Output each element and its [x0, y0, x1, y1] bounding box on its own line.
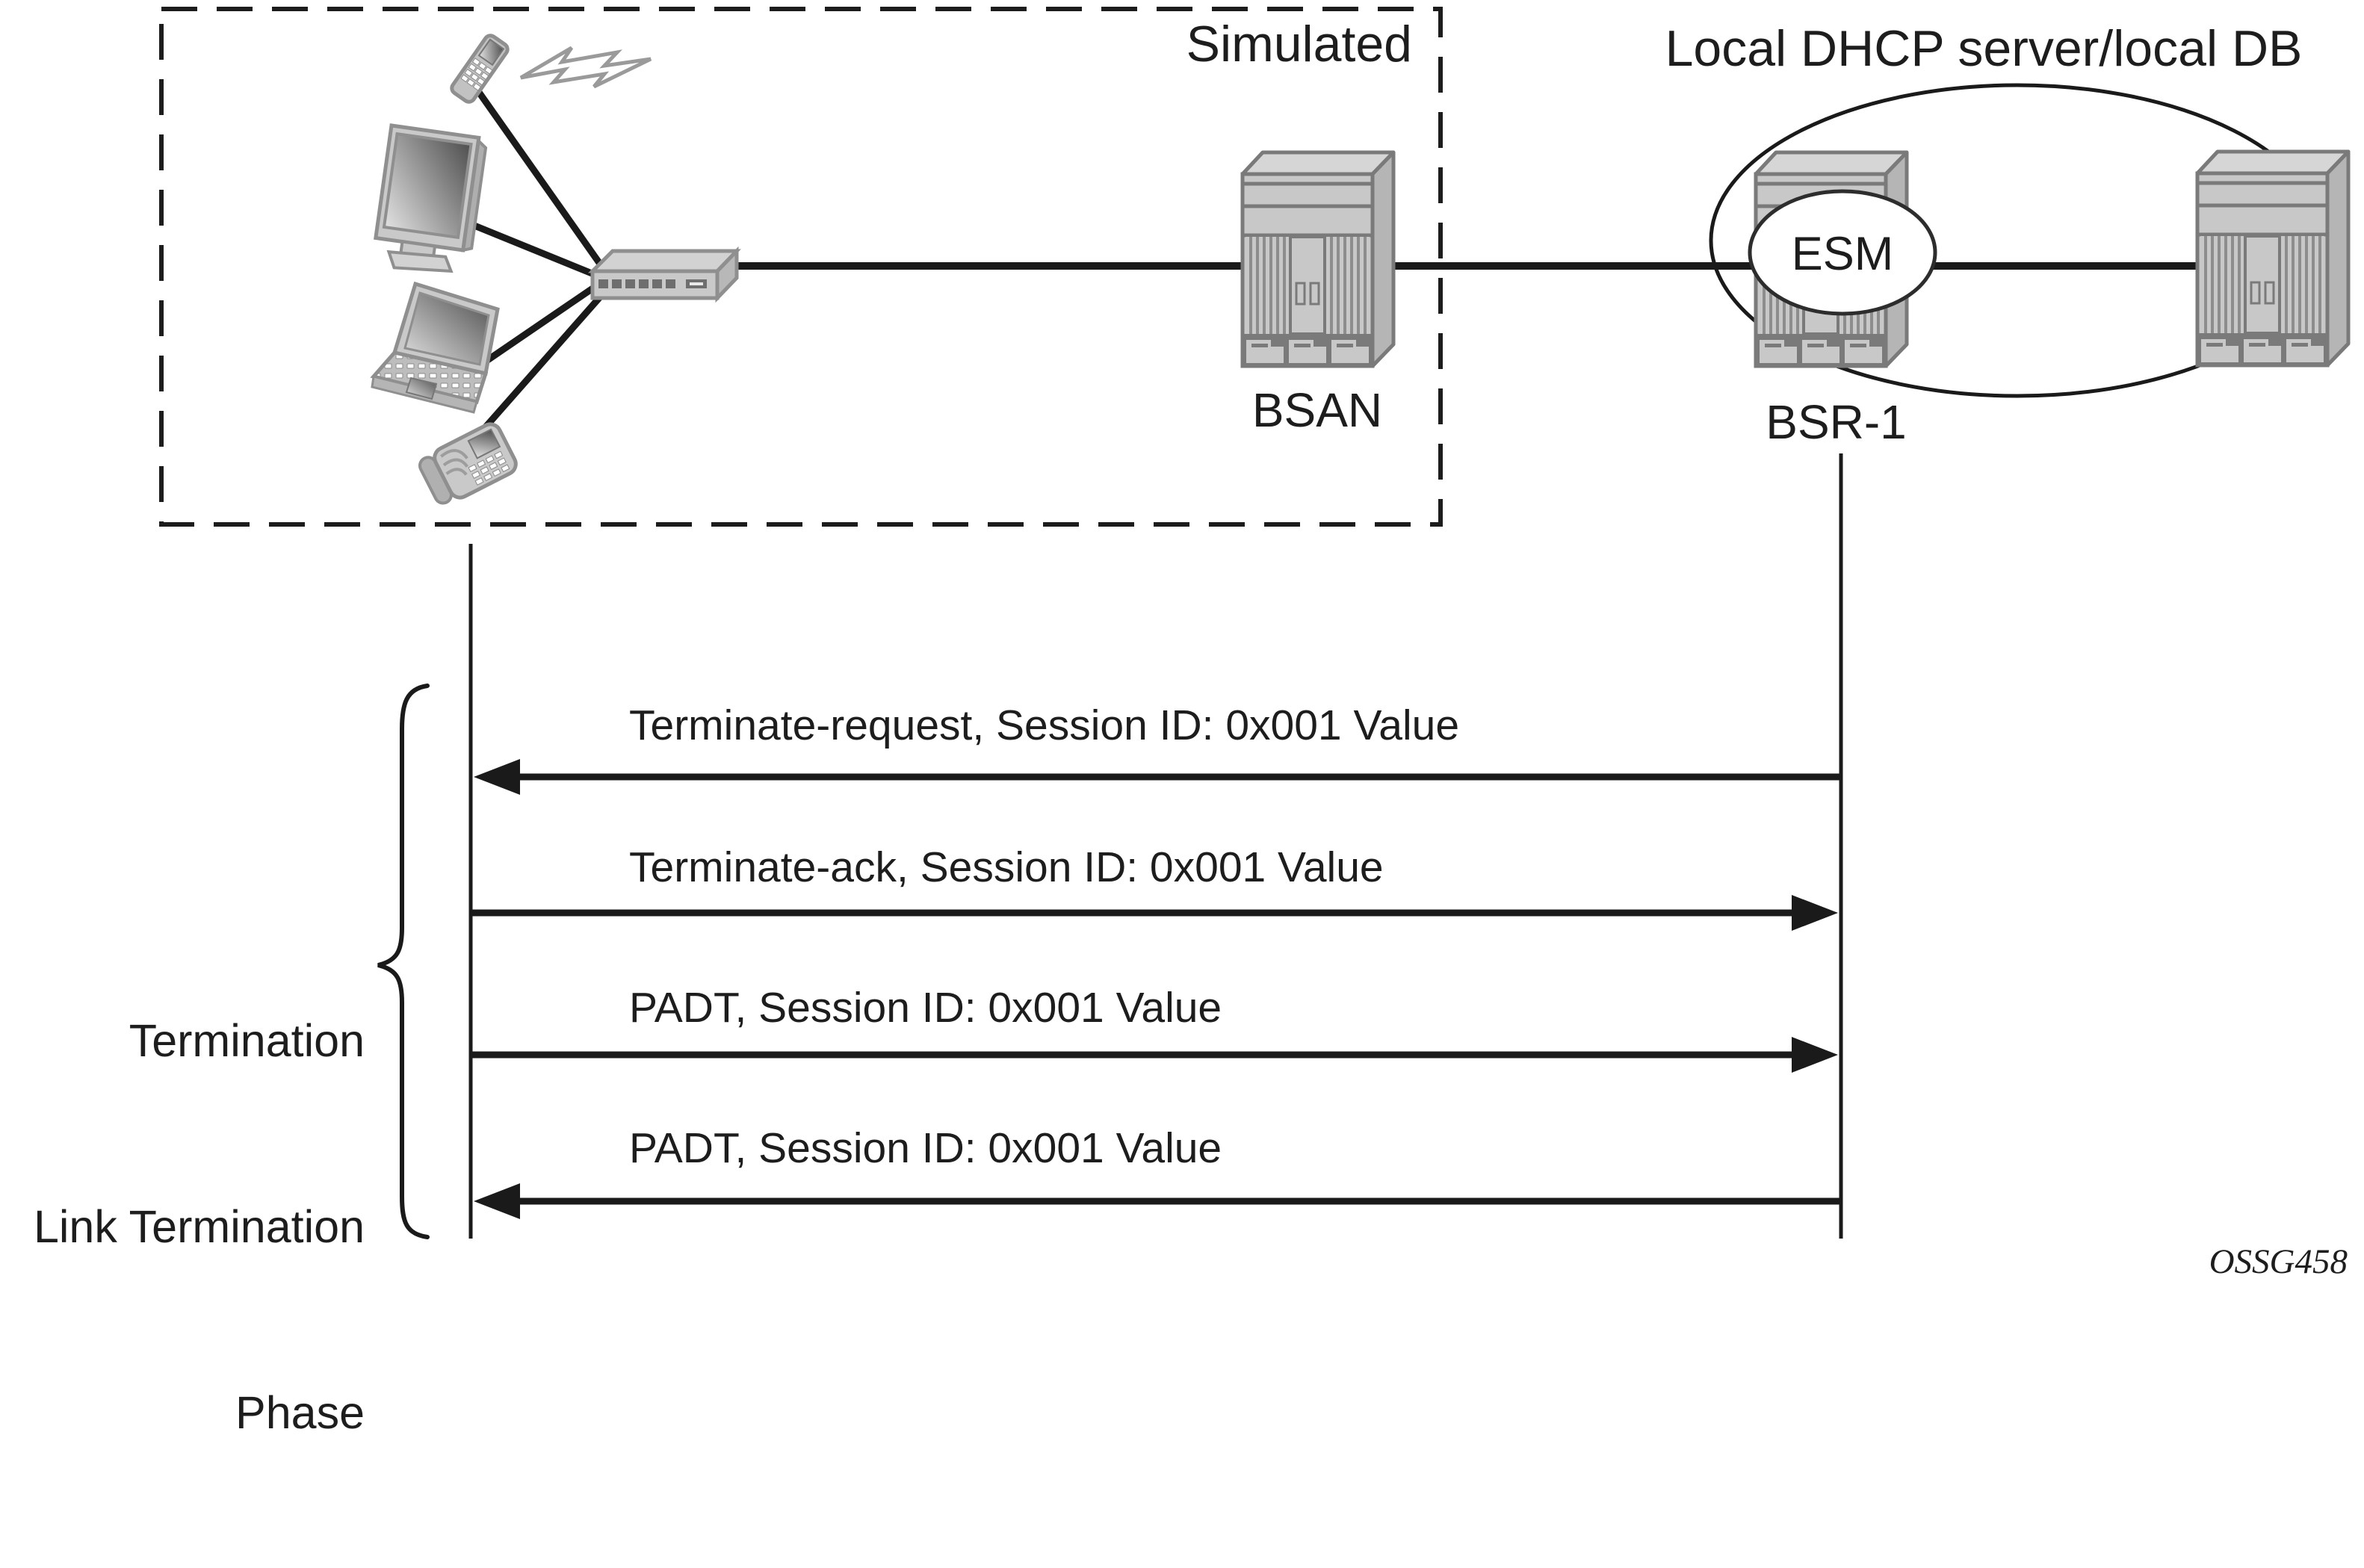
message-label-terminate-ack: Terminate-ack, Session ID: 0x001 Value	[629, 843, 1384, 891]
bsan-node-label: BSAN	[1251, 383, 1383, 437]
phase-label	[0, 886, 365, 1568]
dhcp-domain-label: Local DHCP server/local DB	[1665, 20, 2303, 77]
figure-id: OSSG458	[2209, 1242, 2348, 1281]
wireless-signal-icon	[521, 48, 651, 87]
mobile-phone-icon	[450, 34, 510, 105]
phase-label-line3: Phase	[235, 1387, 365, 1438]
message-label-padt-2: PADT, Session ID: 0x001 Value	[629, 1124, 1222, 1172]
desk-phone-icon	[416, 421, 519, 509]
laptop-icon	[372, 284, 498, 412]
simulated-region-label: Simulated	[1186, 16, 1412, 72]
server-chassis-icon	[2197, 152, 2348, 365]
bsan-chassis-icon	[1243, 152, 1393, 366]
phase-label-line2: Link Termination	[33, 1201, 365, 1252]
message-label-padt-1: PADT, Session ID: 0x001 Value	[629, 984, 1222, 1032]
bsr1-node-label: BSR-1	[1766, 395, 1907, 449]
ethernet-switch-icon	[592, 251, 737, 298]
access-links	[471, 91, 607, 430]
phase-label-line1: Termination	[129, 1015, 365, 1066]
phase-brace	[378, 686, 427, 1237]
esm-label: ESM	[1791, 228, 1894, 280]
desktop-computer-icon	[372, 125, 487, 278]
message-label-terminate-request: Terminate-request, Session ID: 0x001 Value	[629, 701, 1460, 749]
